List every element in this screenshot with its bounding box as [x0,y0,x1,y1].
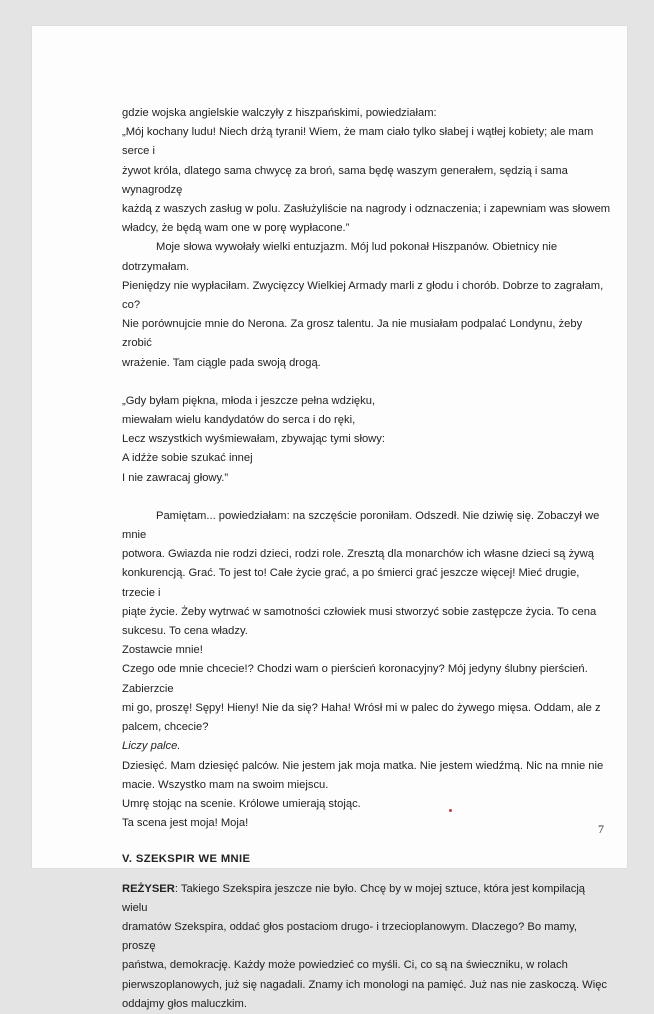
document-page [32,26,627,1010]
verse-line: miewałam wielu kandydatów do serca i do ręki, [122,414,356,427]
text-line: Umrę stojąc na scenie. Królowe umierają stojąc. [122,797,361,810]
text-line: Moje słowa wywołały wielki entuzjazm. Mój lud pokonał Hiszpanów. Obietnicy nie dotrzymałam. [122,241,558,273]
verse-line: „Gdy byłam piękna, młoda i jeszcze pełna wdzięku, [122,394,376,407]
text-line: Pieniędzy nie wypłaciłam. Zwycięzcy Wielkiej Armady marli z głodu i chorób. Dobrze to zagrałam, co? [122,279,604,312]
speaker-name: REŻYSER [122,882,175,895]
text-line: macie. Wszystko mam na swoim miejscu. [122,778,329,791]
text-line: Czego ode mnie chcecie!? Chodzi wam o pierścień koronacyjny? Mój jedyny ślubny pierścień. Zabierzcie [122,663,588,695]
text-line: każdą z waszych zasług w polu. Zasłużyliście na nagrody i odznaczenia; i zapewniam was słowem [122,203,611,216]
text-line: konkurencją. Grać. To jest to! Całe życie grać, a po śmierci grać jeszcze więcej! Mieć drugie, trzecie i [122,567,580,599]
red-mark [449,809,452,812]
text-line: sukcesu. To cena władzy. [122,625,248,638]
stage-direction: Liczy palce. [122,740,181,753]
text-line: potwora. Gwiazda nie rodzi dzieci, rodzi role. Zresztą dla monarchów ich własne dzieci są żywą [122,548,594,561]
text-line: „Mój kochany ludu! Niech drżą tyrani! Wiem, że mam ciało tylko słabej i wątłej kobiety; ale mam serce i [122,126,594,158]
text-line: żywot króla, dlatego sama chwycę za broń, sama będę waszym generałem, sędzią i sama wynagrodzę [122,164,568,196]
document-body [122,104,612,1014]
text-line: piąte życie. Żeby wytrwać w samotności człowiek musi stworzyć sobie zastępcze życia. To cena [122,605,597,618]
text-line: Ta scena jest moja! Moja! [122,817,249,830]
text-line: Nie porównujcie mnie do Nerona. Za grosz talentu. Ja nie musiałam podpalać Londynu, żeby zrobić [122,318,583,350]
speaker-text: : Takiego Szekspira jeszcze nie było. Chcę by w mojej sztuce, która jest kompilacją wielu [122,882,586,914]
text-line: oddajmy głos maluczkim. [122,997,247,1010]
text-line: Dziesięć. Mam dziesięć palców. Nie jestem jak moja matka. Nie jestem wiedźmą. Nic na mnie nie [122,759,604,772]
verse-line: A idźże sobie szukać innej [122,452,253,465]
text-line [122,880,612,918]
text-line: palcem, chcecie? [122,721,209,734]
text-line: Zostawcie mnie! [122,644,203,657]
verse-line: I nie zawracaj głowy.” [122,471,229,484]
verse-line: Lecz wszystkich wyśmiewałam, zbywając tymi słowy: [122,433,385,446]
text-line: pierwszoplanowych, już się nagadali. Znamy ich monologi na pamięć. Już nas nie zaskoczą. Więc [122,978,608,991]
text-line: mi go, proszę! Sępy! Hieny! Nie da się? Haha! Wrósł mi w palec do żywego mięsa. Oddam, ale z [122,701,601,714]
text-line: gdzie wojska angielskie walczyły z hiszpańskimi, powiedziałam: [122,107,437,119]
text-line: Pamiętam... powiedziałam: na szczęście poroniłam. Odszedł. Nie dziwię się. Zobaczył we mnie [122,509,600,542]
text-line: państwa, demokrację. Każdy może powiedzieć co myśli. Ci, co są na świeczniku, w rolach [122,959,568,972]
page-number: 7 [598,822,604,836]
text-line: władcy, że będą wam one w porę wypłacone.” [122,222,350,235]
text-line: dramatów Szekspira, oddać głos postaciom drugo- i trzecioplanowym. Dlaczego? Bo mamy, proszę [122,920,577,953]
text-line: wrażenie. Tam ciągle pada swoją drogą. [122,356,321,369]
section-heading: V. SZEKSPIR WE MNIE [122,853,251,866]
